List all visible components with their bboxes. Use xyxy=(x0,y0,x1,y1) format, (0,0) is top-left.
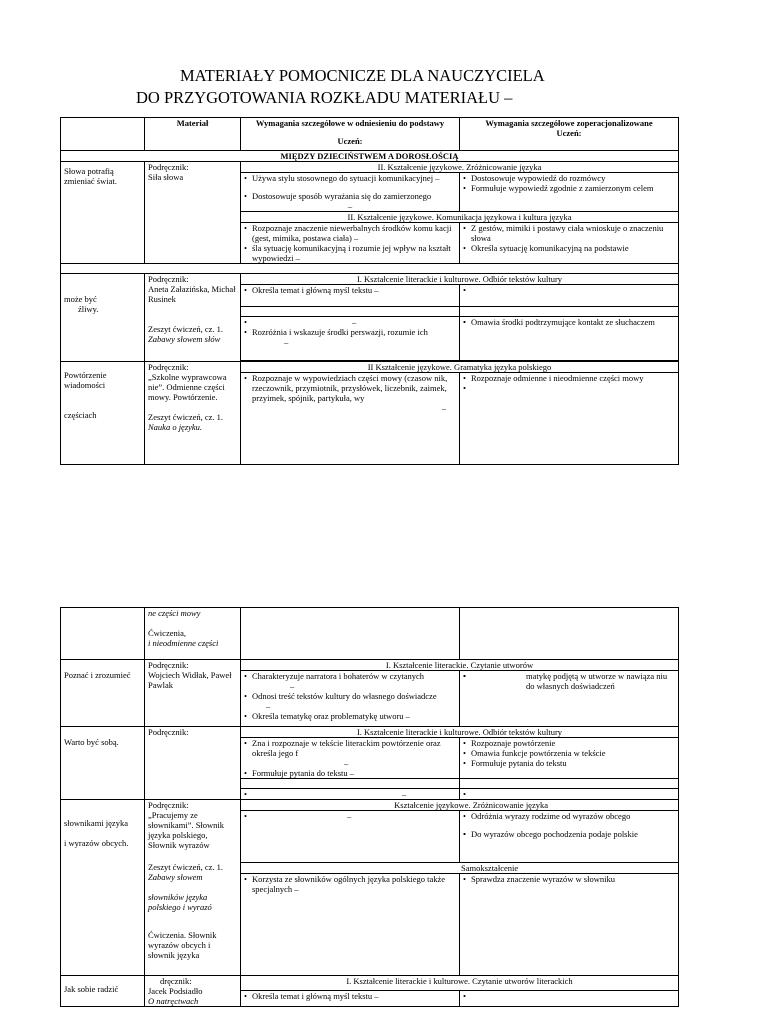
topic-text: Poznać i zrozumieć xyxy=(64,670,131,680)
requirements-cell xyxy=(241,991,460,1007)
header-operational-student: Uczeń: xyxy=(556,128,582,138)
topic-cell xyxy=(61,362,145,465)
list-item: • Rozpoznaje powtórzenie xyxy=(463,738,675,748)
material-label: Podręcznik: xyxy=(148,800,189,810)
operational-cell xyxy=(460,738,679,779)
list-item xyxy=(244,811,456,821)
material-workbook-subtitle: słowników języka polskiego i wyrazó xyxy=(148,892,212,912)
header-requirements-title: Wymagania szczegółowe w odniesieniu do podstawy xyxy=(255,118,445,128)
operational-cell xyxy=(460,317,679,361)
topic-cell xyxy=(61,660,145,727)
requirements-cell xyxy=(241,789,460,800)
dash: – xyxy=(347,811,352,821)
topic-text: Jak sobie radzić xyxy=(64,984,119,994)
requirements-cell xyxy=(241,223,460,264)
section-heading: I. Kształcenie literackie i kulturowe. Odbiór tekstów kultury xyxy=(241,274,679,285)
topic-cell xyxy=(61,976,145,1007)
requirements-cell xyxy=(241,874,460,976)
operational-cell xyxy=(460,991,679,1007)
topic-text-2: częściach xyxy=(64,410,97,420)
material-workbook: Zeszyt ćwiczeń, cz. 1. xyxy=(148,412,224,422)
list-item: • Używa stylu stosownego do sytuacji komunikacyjnej – xyxy=(244,173,456,183)
topic-text-2: źliwy. xyxy=(78,304,99,314)
operational-cell xyxy=(460,874,679,976)
material-cell xyxy=(145,800,241,976)
list-item: • Formułuje pytania do tekstu xyxy=(463,758,675,768)
requirements-cell xyxy=(241,173,460,212)
topic-text: słownikami języka xyxy=(64,818,128,828)
header-requirements-student: Uczeń: xyxy=(337,136,363,146)
list-item: • Rozpoznaje w wypowiedziach części mowy (czasow nik, rzeczownik, przymiotnik, przysłówek, liczebnik, zaimek, przyimek, spójnik, partykuła, wy xyxy=(244,373,456,403)
material-cell xyxy=(145,660,241,727)
topic-cell xyxy=(61,608,145,660)
requirements-cell xyxy=(241,671,460,727)
material-continued: ne części mowy xyxy=(148,608,201,618)
list-item-text: • matykę podjętą w utworze w nawiąza niu do własnych doświadczeń xyxy=(526,671,668,691)
section-heading: I. Kształcenie literackie i kulturowe. Odbiór tekstów kultury xyxy=(241,727,679,738)
dash: – xyxy=(441,403,446,413)
header-requirements xyxy=(241,118,460,151)
header-operational-title: Wymagania szczegółowe zoperacjonalizowane xyxy=(485,118,653,128)
material-cell xyxy=(145,362,241,465)
empty-cell xyxy=(241,779,460,789)
operational-cell xyxy=(460,789,679,800)
material-title: Siła słowa xyxy=(148,172,184,182)
dash: – xyxy=(284,337,289,347)
dash: – xyxy=(344,758,349,768)
list-item: • Sprawdza znaczenie wyrazów w słowniku xyxy=(463,874,675,884)
section-heading: Samokształcenie xyxy=(241,863,679,874)
spacer-row xyxy=(61,264,679,274)
requirements-cell xyxy=(241,373,460,465)
topic-text-2: i wyrazów obcych. xyxy=(64,838,129,848)
material-workbook: Zeszyt ćwiczeń, cz. 1. xyxy=(148,324,224,334)
list-item xyxy=(463,671,675,691)
list-item: • Rozpoznaje odmienne i nieodmienne części mowy xyxy=(463,373,675,383)
operational-cell xyxy=(460,608,679,660)
material-label: Podręcznik: xyxy=(148,362,189,372)
section-band: MIĘDZY DZIECIŃSTWEM A DOROSŁOŚCIĄ xyxy=(61,151,679,162)
section-heading: Kształcenie językowe. Zróżnicowanie języka xyxy=(241,800,679,811)
list-item: • Zna i rozpoznaje w tekście literackim powtórzenie oraz określa jego f xyxy=(244,738,456,758)
requirements-cell xyxy=(241,317,460,361)
section-heading: II. Kształcenie językowe. Komunikacja językowa i kultura języka xyxy=(241,212,679,223)
list-item: • Dostosowuje sposób wyrażania się do zamierzonego xyxy=(244,191,456,201)
topic-cell xyxy=(61,727,145,800)
material-cell xyxy=(145,608,241,660)
header-material: Materiał xyxy=(145,118,241,151)
table-2 xyxy=(60,607,679,1007)
topic-cell xyxy=(61,162,145,264)
material-label: Podręcznik: xyxy=(148,274,189,284)
list-item: • Określa sytuację komunikacyjną na podstawie xyxy=(463,243,675,253)
material-exercises: Ćwiczenia. Słownik wyrazów obcych i słownik języka xyxy=(148,930,217,960)
material-label: Podręcznik: xyxy=(148,727,189,737)
empty-cell xyxy=(460,307,679,317)
material-workbook-title: Nauka o języku. xyxy=(148,422,203,432)
material-authors: Aneta Załazińska, Michał Rusinek xyxy=(148,284,236,304)
dash: – xyxy=(266,701,271,711)
list-item: • Z gestów, mimiki i postawy ciała wnioskuje o znaczeniu słowa xyxy=(463,223,675,243)
table-1 xyxy=(60,117,679,465)
requirements-cell xyxy=(241,738,460,779)
dash: – xyxy=(352,317,357,327)
header-operational xyxy=(460,118,679,151)
operational-cell xyxy=(460,671,679,727)
material-cell xyxy=(145,274,241,362)
list-item: • Omawia funkcje powtórzenia w tekście xyxy=(463,748,675,758)
list-item: • Omawia środki podtrzymujące kontakt ze słuchaczem xyxy=(463,317,675,327)
list-item: • Formułuje pytania do tekstu – xyxy=(244,768,456,778)
topic-cell xyxy=(61,274,145,362)
material-label: Podręcznik: xyxy=(148,162,189,172)
material-cell xyxy=(145,727,241,800)
topic-cell xyxy=(61,800,145,976)
list-item: • Charakteryzuje narratora i bohaterów w czytanych xyxy=(244,671,456,681)
list-item xyxy=(244,317,456,327)
material-title: „Pracujemy ze słownikami”. Słownik języka polskiego, Słownik wyrazów xyxy=(148,810,225,850)
operational-cell xyxy=(460,811,679,863)
list-item: • Rozpoznaje znaczenie niewerbalnych środków komu kacji (gest, mimika, postawa ciała) – xyxy=(244,223,456,243)
list-item: • Odróżnia wyrazy rodzime od wyrazów obcego xyxy=(463,811,675,821)
list-item: • Dostosowuje wypowiedź do rozmówcy xyxy=(463,173,675,183)
material-authors: Jacek Podsiadło xyxy=(148,986,203,996)
list-item: • Do wyrazów obcego pochodzenia podaje polskie xyxy=(463,829,675,839)
list-item xyxy=(244,789,456,799)
material-cell xyxy=(145,976,241,1007)
topic-text: Powtórzenie wiadomości xyxy=(64,370,107,390)
material-workbook: Zeszyt ćwiczeń, cz. 1. xyxy=(148,862,224,872)
list-item: • Odnosi treść tekstów kultury do własnego doświadcze xyxy=(244,691,456,701)
operational-cell xyxy=(460,223,679,264)
header-col1 xyxy=(61,118,145,151)
material-label: dręcznik: xyxy=(160,976,192,986)
list-item: • Korzysta ze słowników ogólnych języka polskiego także specjalnych – xyxy=(244,874,456,894)
requirements-cell xyxy=(241,811,460,863)
material-title: O natręctwach xyxy=(148,996,199,1006)
operational-cell xyxy=(460,285,679,307)
list-item: • śla sytuację komunikacyjną i rozumie jej wpływ na kształt wypowiedzi – xyxy=(244,243,456,263)
material-authors: Wojciech Widłak, Paweł Pawlak xyxy=(148,670,232,690)
section-heading: I. Kształcenie literackie. Czytanie utworów xyxy=(241,660,679,671)
topic-text: Słowa potrafią zmieniać świat. xyxy=(64,166,117,186)
title-line-1: MATERIAŁY POMOCNICZE DLA NAUCZYCIELA xyxy=(180,66,545,85)
operational-cell xyxy=(460,173,679,212)
topic-text: Warto być sobą. xyxy=(64,737,119,747)
material-workbook-title: Zabawy słowem xyxy=(148,872,203,882)
list-item: • Rozróżnia i wskazuje środki perswazji, rozumie ich xyxy=(244,327,456,337)
dash: – xyxy=(290,681,295,691)
section-heading: I. Kształcenie literackie i kulturowe. Czytanie utworów literackich xyxy=(241,976,679,991)
material-exercises-title: i nieodmienne części xyxy=(148,638,219,648)
operational-cell xyxy=(460,373,679,465)
topic-text: może być xyxy=(64,294,97,304)
section-heading: II Kształcenie językowe. Gramatyka języka polskiego xyxy=(241,362,679,373)
material-label: Podręcznik: xyxy=(148,660,189,670)
material-workbook-title: Zabawy słowem słów xyxy=(148,334,221,344)
requirements-cell xyxy=(241,608,460,660)
empty-cell xyxy=(460,779,679,789)
dash: – xyxy=(347,201,353,211)
empty-cell xyxy=(241,307,460,317)
requirements-cell xyxy=(241,285,460,307)
list-item: • Określa temat i główną myśl tekstu – xyxy=(244,285,456,295)
title-line-2: DO PRZYGOTOWANIA ROZKŁADU MATERIAŁU – xyxy=(136,88,513,107)
list-item: • Formułuje wypowiedź zgodnie z zamierzonym celem xyxy=(463,183,675,193)
dash: – xyxy=(402,789,407,799)
material-exercises: Ćwiczenia, xyxy=(148,628,186,638)
list-item: • Określa tematykę oraz problematykę utworu – xyxy=(244,711,456,721)
section-heading: II. Kształcenie językowe. Zróżnicowanie języka xyxy=(241,162,679,173)
list-item: • Określa temat i główną myśl tekstu – xyxy=(244,991,456,1001)
material-title: „Szkolne wyprawcowa nie”. Odmienne części mowy. Powtórzenie. xyxy=(148,372,227,402)
material-cell xyxy=(145,162,241,264)
